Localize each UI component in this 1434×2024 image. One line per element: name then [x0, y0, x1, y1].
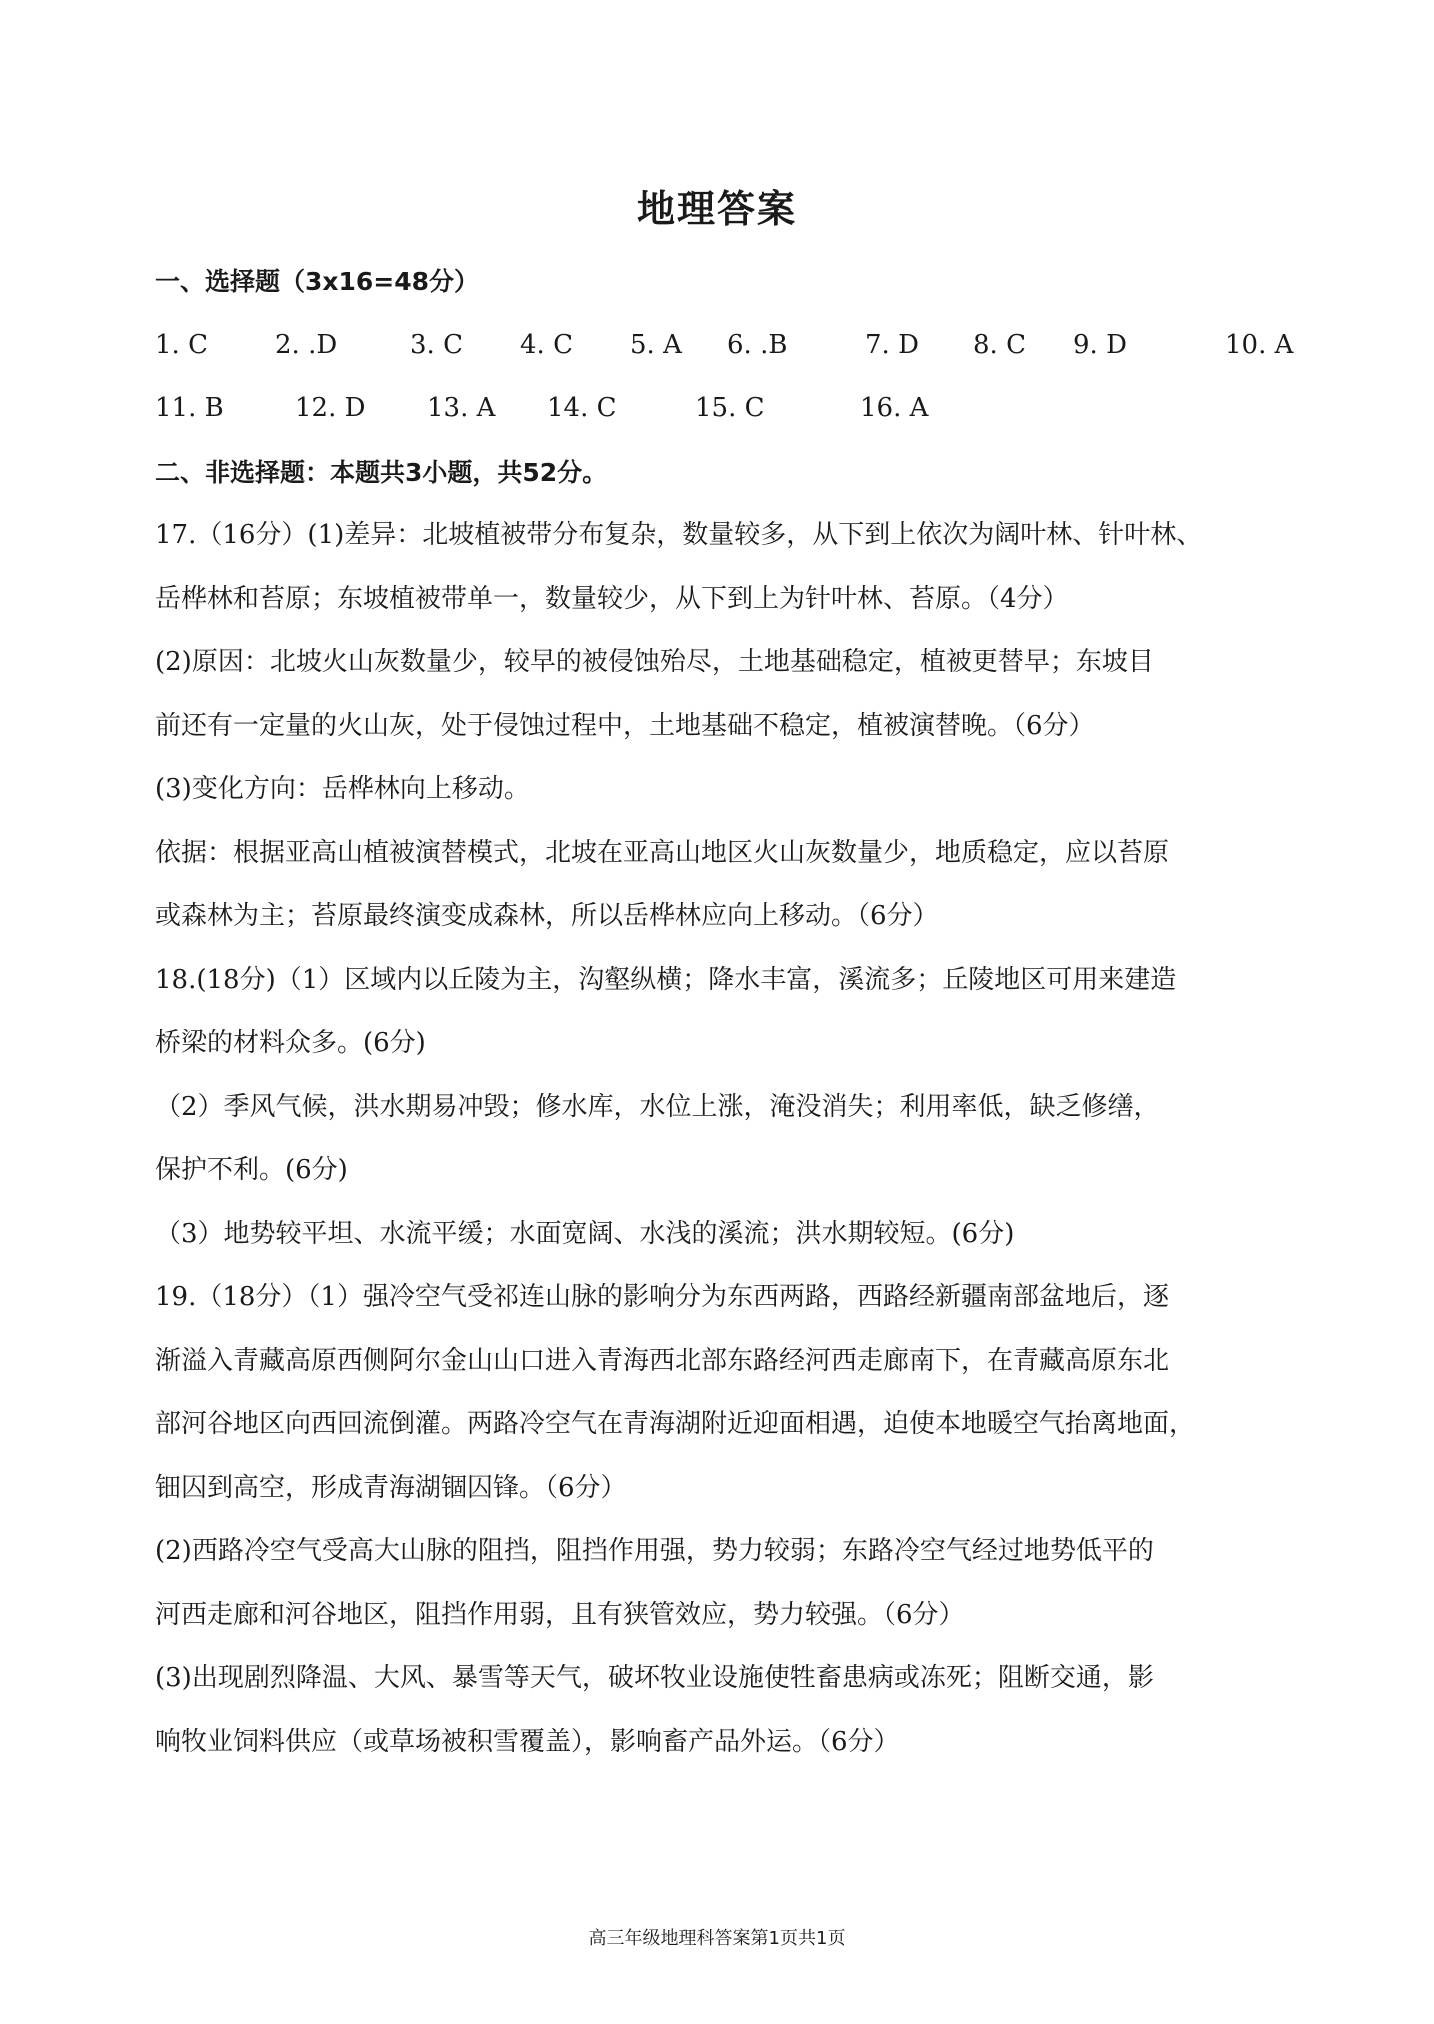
answer-line: (3)变化方向：岳桦林向上移动。 [155, 774, 530, 804]
answer-line: (2)原因：北坡火山灰数量少，较早的被侵蚀殆尽，土地基础稳定，植被更替早；东坡目 [155, 647, 1154, 677]
choice-answers-row-1 [155, 314, 1295, 378]
section-heading-choice: 一、选择题（3x16=48分） [155, 267, 480, 296]
choice-answer: 12. D [295, 393, 366, 423]
answer-line: 部河谷地区向西回流倒灌。两路冷空气在青海湖附近迎面相遇，迫使本地暖空气抬离地面， [155, 1409, 1196, 1439]
choice-answer: 9. D [1073, 329, 1127, 360]
answer-line: 或森林为主；苔原最终演变成森林，所以岳桦林应向上移动。（6分） [155, 901, 939, 931]
answer-line: (2)西路冷空气受高大山脉的阻挡，阻挡作用强，势力较弱；东路冷空气经过地势低平的 [155, 1536, 1154, 1566]
choice-answer: 7. D [865, 329, 919, 360]
answer-line: 18.(18分)（1）区域内以丘陵为主，沟壑纵横；降水丰富，溪流多；丘陵地区可用来建造 [155, 964, 1177, 995]
answer-content [155, 250, 1295, 1774]
choice-answer: 10. A [1225, 329, 1294, 360]
choice-answer: 14. C [547, 393, 617, 423]
answer-line: (3)出现剧烈降温、大风、暴雪等天气，破坏牧业设施使牲畜患病或冻死；阻断交通，影 [155, 1663, 1154, 1693]
answer-line: 钿囚到高空，形成青海湖锢囚锋。（6分） [155, 1472, 627, 1503]
section-heading-nonchoice: 二、非选择题：本题共3小题，共52分。 [155, 457, 608, 487]
answer-line: 岳桦林和苔原；东坡植被带单一，数量较少，从下到上为针叶林、苔原。（4分） [155, 583, 1069, 614]
choice-answer: 5. A [630, 329, 682, 360]
choice-answer: 6. .B [727, 329, 788, 360]
page-footer: 高三年级地理科答案第1页共1页 [588, 1928, 846, 1949]
answer-line: 桥梁的材料众多。(6分) [155, 1028, 426, 1058]
choice-answer: 11. B [155, 393, 224, 423]
page-title: 地理答案 [636, 187, 797, 231]
answer-line: 依据：根据亚高山植被演替模式，北坡在亚高山地区火山灰数量少，地质稳定，应以苔原 [155, 837, 1170, 868]
choice-answer: 3. C [410, 329, 463, 360]
choice-answer: 13. A [427, 393, 496, 423]
answer-line: 渐溢入青藏高原西侧阿尔金山山口进入青海西北部东路经河西走廊南下，在青藏高原东北 [155, 1345, 1170, 1376]
answer-line: （2）季风气候，洪水期易冲毁；修水库，水位上涨，淹没消失；利用率低，缺乏修缮， [155, 1091, 1160, 1122]
answer-line: 保护不利。(6分) [155, 1155, 348, 1185]
answer-line: 17.（16分）(1)差异：北坡植被带分布复杂，数量较多，从下到上依次为阔叶林、针叶林、 [155, 520, 1203, 550]
choice-answer: 1. C [155, 329, 208, 360]
answer-line: 响牧业饲料供应（或草场被积雪覆盖），影响畜产品外运。（6分） [155, 1726, 900, 1757]
choice-answers-row-2 [155, 377, 1295, 441]
answer-line: 前还有一定量的火山灰，处于侵蚀过程中，土地基础不稳定，植被演替晚。（6分） [155, 710, 1095, 741]
answer-line: 19.（18分）（1）强冷空气受祁连山脉的影响分为东西两路，西路经新疆南部盆地后，逐 [155, 1282, 1169, 1312]
choice-answer: 15. C [695, 393, 765, 423]
answer-line: 河西走廊和河谷地区，阻挡作用弱，且有狭管效应，势力较强。（6分） [155, 1599, 965, 1630]
choice-answer: 16. A [860, 393, 929, 423]
answer-line: （3）地势较平坦、水流平缓；水面宽阔、水浅的溪流；洪水期较短。(6分) [155, 1218, 1015, 1249]
choice-answer: 4. C [520, 329, 573, 360]
choice-answer: 8. C [973, 329, 1026, 360]
choice-answer: 2. .D [275, 329, 338, 360]
